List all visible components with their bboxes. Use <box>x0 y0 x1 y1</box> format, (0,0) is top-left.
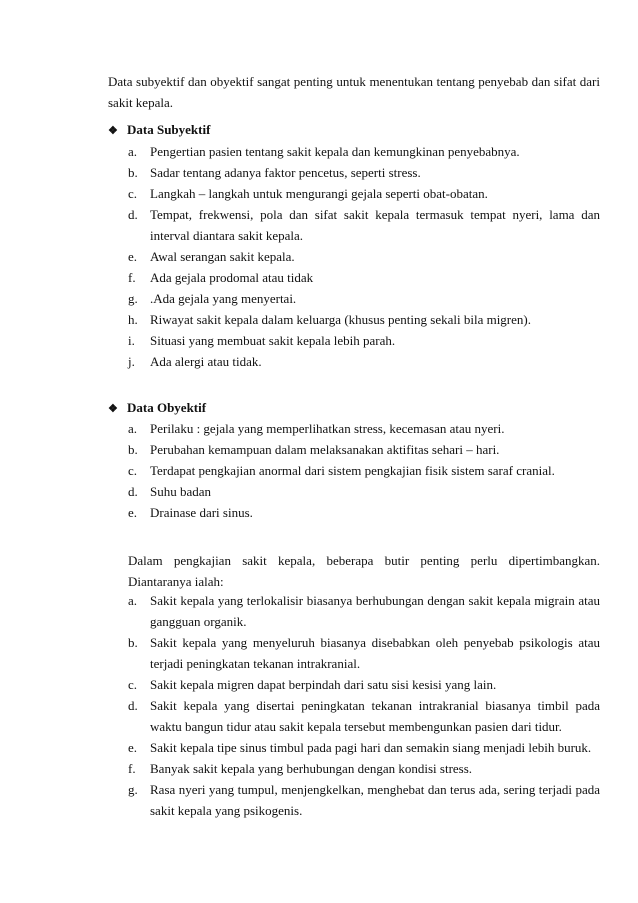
assessment-intro: Dalam pengkajian sakit kepala, beberapa butir penting perlu dipertimbangkan. Diantaranya ialah: <box>128 553 600 589</box>
objective-list <box>128 418 600 523</box>
diamond-bullet-icon: ❖ <box>108 125 118 137</box>
diamond-bullet-icon: ❖ <box>108 403 118 415</box>
objective-heading <box>108 398 206 418</box>
list-item: c. Langkah – langkah untuk mengurangi gejala seperti obat-obatan. <box>128 186 488 201</box>
list-item: d. Sakit kepala yang disertai peningkatan tekanan intrakranial biasanya timbil pada waktu bangun tidur atau sakit kepala tersebut membengunkan pasien dari tidur. <box>128 698 600 734</box>
list-item: j. Ada alergi atau tidak. <box>128 354 262 369</box>
list-item: c. Sakit kepala migren dapat berpindah dari satu sisi kesisi yang lain. <box>128 677 497 692</box>
list-item: a. Pengertian pasien tentang sakit kepala dan kemungkinan penyebabnya. <box>128 144 520 159</box>
list-item: h. Riwayat sakit kepala dalam keluarga (khusus penting sekali bila migren). <box>128 312 531 327</box>
list-item: d. Suhu badan <box>128 484 212 499</box>
list-item: b. Sadar tentang adanya faktor pencetus, seperti stress. <box>128 165 421 180</box>
list-item: i. Situasi yang membuat sakit kepala lebih parah. <box>128 333 396 348</box>
assessment-list <box>128 590 600 821</box>
list-item: f. Ada gejala prodomal atau tidak <box>128 270 314 285</box>
list-item: a. Sakit kepala yang terlokalisir biasanya berhubungan dengan sakit kepala migrain atau gangguan organik. <box>128 593 600 629</box>
intro-paragraph: Data subyektif dan obyektif sangat penting untuk menentukan tentang penyebab dan sifat dari sakit kepala. <box>108 74 600 110</box>
list-item: e. Awal serangan sakit kepala. <box>128 249 295 264</box>
list-item: g. .Ada gejala yang menyertai. <box>128 291 297 306</box>
objective-heading-text: Data Obyektif <box>127 400 207 415</box>
list-item: b. Sakit kepala yang menyeluruh biasanya disebabkan oleh penyebab psikologis atau terjadi peningkatan tekanan intrakranial. <box>128 635 600 671</box>
subjective-heading-text: Data Subyektif <box>127 122 211 137</box>
list-item: b. Perubahan kemampuan dalam melaksanakan aktifitas sehari – hari. <box>128 442 500 457</box>
list-item: e. Drainase dari sinus. <box>128 505 253 520</box>
list-item: d. Tempat, frekwensi, pola dan sifat sakit kepala termasuk tempat nyeri, lama dan interval diantara sakit kepala. <box>128 207 600 243</box>
list-item: a. Perilaku : gejala yang memperlihatkan stress, kecemasan atau nyeri. <box>128 421 505 436</box>
list-item: c. Terdapat pengkajian anormal dari sistem pengkajian fisik sistem saraf cranial. <box>128 463 555 478</box>
list-item: e. Sakit kepala tipe sinus timbul pada pagi hari dan semakin siang menjadi lebih buruk. <box>128 740 592 755</box>
subjective-list <box>128 141 600 372</box>
subjective-heading <box>108 120 210 140</box>
list-item: g. Rasa nyeri yang tumpul, menjengkelkan, menghebat dan terus ada, sering terjadi pada sakit kepala yang psikogenis. <box>128 782 600 818</box>
list-item: f. Banyak sakit kepala yang berhubungan dengan kondisi stress. <box>128 761 473 776</box>
